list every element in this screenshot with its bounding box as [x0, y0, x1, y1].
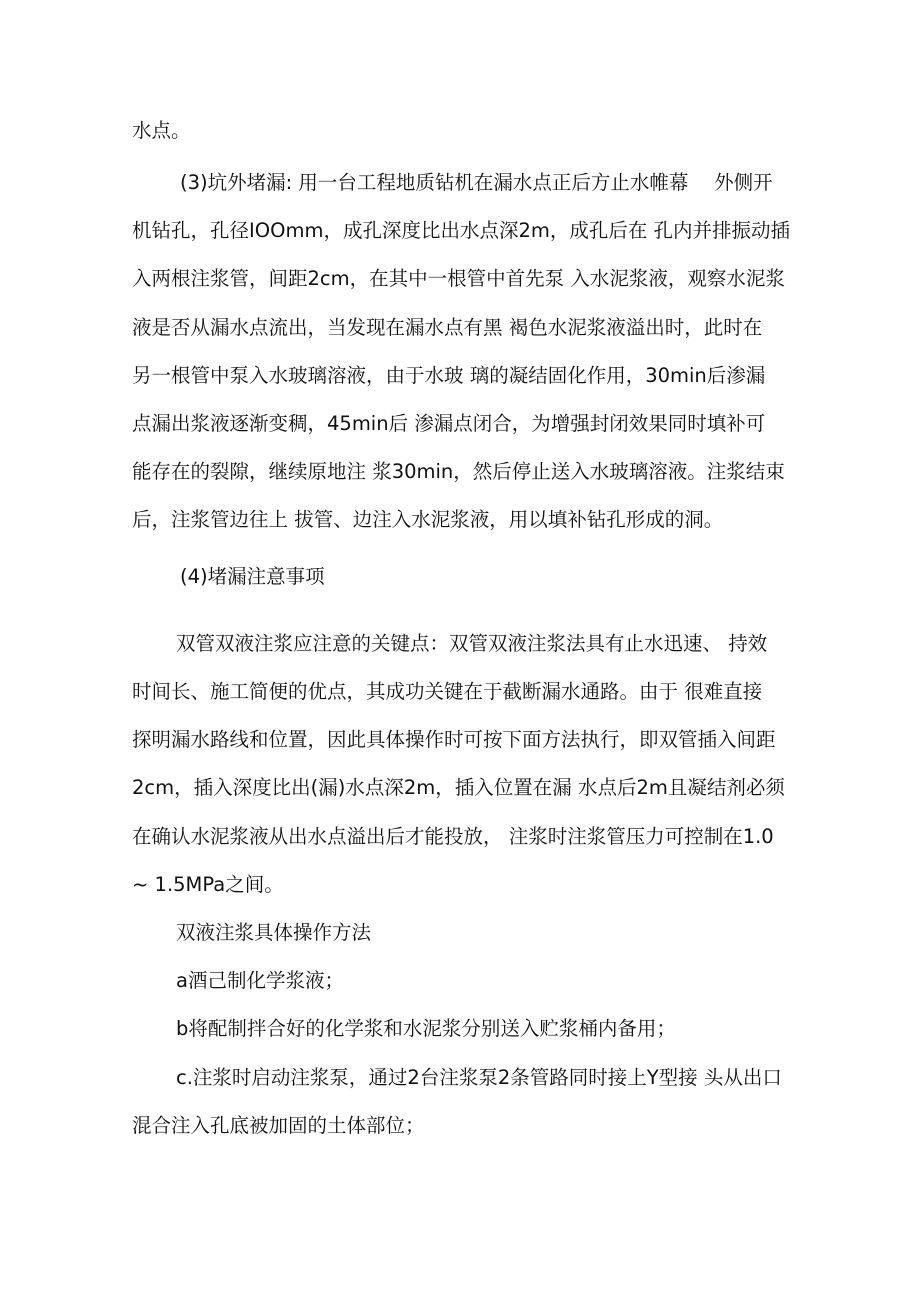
text-line: 入两根注浆管，间距2cm，在其中一根管中首先泵 入水泥浆液，观察水泥浆 [132, 267, 785, 290]
section-heading: (4)堵漏注意事项 [180, 565, 325, 588]
text-line: 后，注浆管边往上 拔管、边注入水泥浆液，用以填补钻孔形成的洞。 [132, 508, 724, 531]
text-line: 能存在的裂隙，继续原地注 浆30min，然后停止送入水玻璃溶液。注浆结束 [132, 460, 785, 483]
list-item: a酒己制化学浆液； [176, 969, 344, 992]
text-line: (3)坑外堵漏: 用一台工程地质钻机在漏水点正后方止水帷幕 外侧开 [180, 171, 773, 194]
text-line: 水点。 [132, 119, 191, 142]
list-item: c.注浆时启动注浆泵，通过2台注浆泵2条管路同时接上Y型接 头从出口 [176, 1066, 782, 1089]
list-item: 混合注入孔底被加固的土体部位； [132, 1114, 425, 1137]
text-line: 双管双液注浆应注意的关键点：双管双液注浆法具有止水迅速、 持效 [176, 632, 768, 655]
text-line: 液是否从漏水点流出，当发现在漏水点有黑 褐色水泥浆液溢出时，此时在 [132, 316, 763, 339]
text-line: 2cm，插入深度比出(漏)水点深2m，插入位置在漏 水点后2m且凝结剂必须 [132, 776, 785, 799]
text-line: 点漏出浆液逐渐变稠，45min后 渗漏点闭合，为增强封闭效果同时填补可 [132, 412, 766, 435]
text-line: 探明漏水路线和位置，因此具体操作时可按下面方法执行，即双管插入间距 [132, 728, 776, 751]
text-line: 时间长、施工简便的优点，其成功关键在于截断漏水通路。由于 很难直接 [132, 680, 763, 703]
text-line: 机钻孔，孔径IOOmm，成孔深度比出水点深2m，成孔后在 孔内并排振动插 [132, 219, 791, 242]
text-line: 另一根管中泵入水玻璃溶液，由于水玻 璃的凝结固化作用，30min后渗漏 [132, 364, 766, 387]
text-line: 在确认水泥浆液从出水点溢出后才能投放， 注浆时注浆管压力可控制在1.0 [132, 825, 774, 848]
text-line: ~ 1.5MPa之间。 [132, 873, 284, 896]
section-heading: 双液注浆具体操作方法 [176, 921, 372, 944]
list-item: b将配制拌合好的化学浆和水泥浆分别送入贮浆桶内备用； [176, 1017, 676, 1040]
